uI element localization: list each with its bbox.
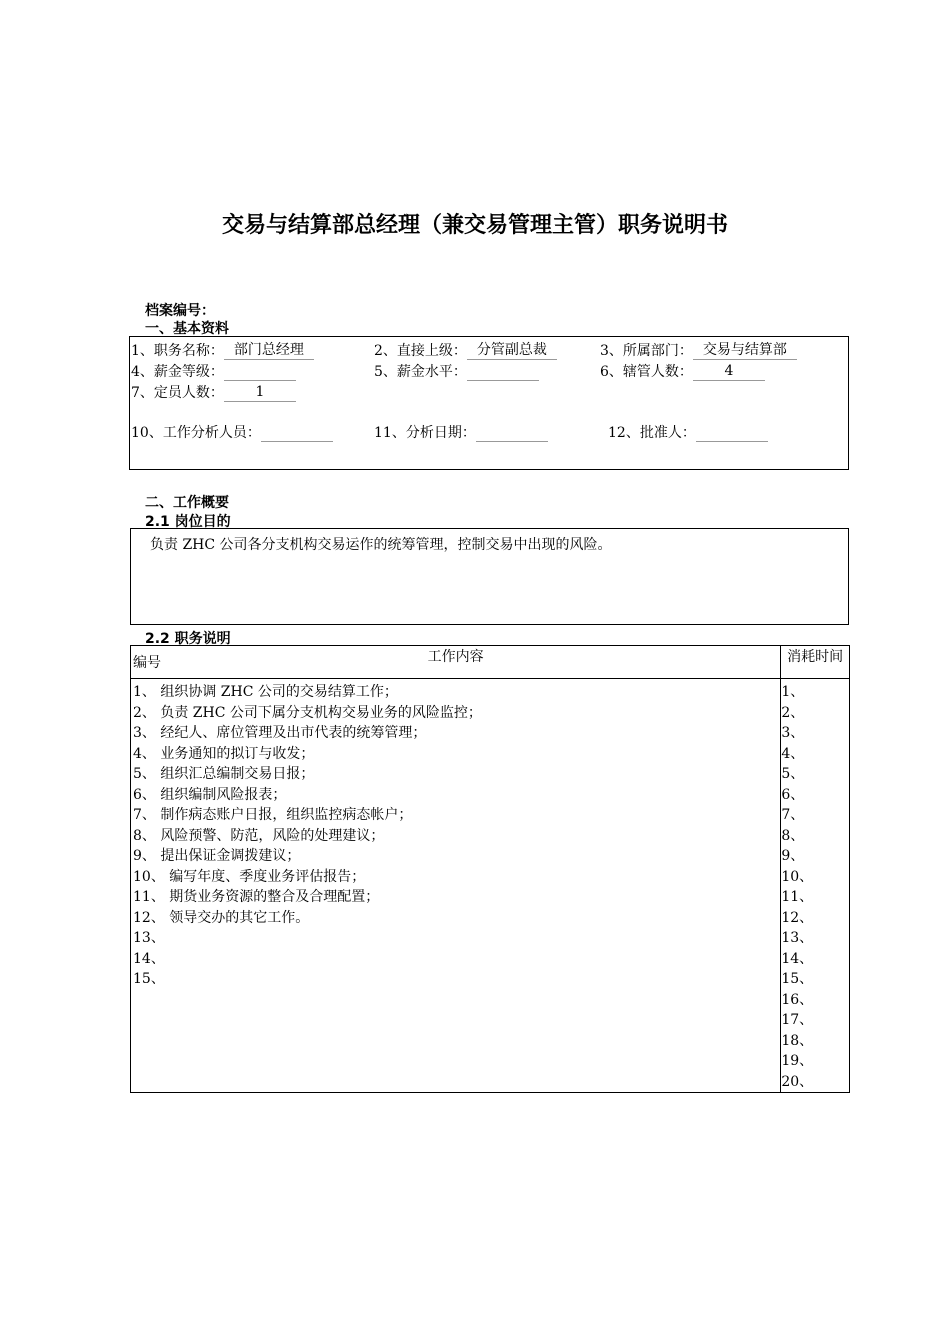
duties-body-row [131, 679, 850, 1093]
salary-level-value[interactable] [467, 362, 539, 381]
time-item: 1、 [781, 684, 805, 700]
headcount-label: 7、定员人数： [131, 385, 224, 401]
time-item: 16、 [781, 991, 814, 1008]
subordinates-label: 6、辖管人数： [600, 364, 693, 380]
time-list-cell [781, 679, 850, 1093]
duty-item: 2、 负责 ZHC 公司下属分支机构交易业务的风险监控； [133, 704, 482, 721]
time-item: 11、 [781, 889, 814, 905]
section-basic-info: 一、基本资料 [145, 321, 229, 337]
duty-item: 15、 [133, 971, 165, 987]
analysis-date-label: 11、分析日期： [374, 425, 476, 441]
time-list [781, 682, 847, 1092]
approver-label: 12、批准人： [608, 425, 696, 441]
analysis-date-value[interactable] [476, 423, 548, 442]
time-item: 12、 [781, 909, 814, 926]
direct-superior-value[interactable]: 分管副总裁 [467, 341, 557, 360]
duties-list-cell [131, 679, 781, 1093]
file-number-label: 档案编号： [145, 303, 215, 319]
duty-item: 14、 [133, 950, 165, 967]
duty-item: 4、 业务通知的拟订与收发； [133, 745, 315, 762]
analysis-date-field [374, 423, 548, 442]
time-item: 8、 [781, 827, 805, 844]
time-item: 4、 [781, 745, 805, 762]
salary-grade-field [131, 362, 296, 381]
duty-item: 10、 编写年度、季度业务评估报告； [133, 868, 366, 885]
salary-grade-value[interactable] [224, 362, 296, 381]
position-name-value[interactable]: 部门总经理 [224, 341, 314, 360]
position-name-label: 1、职务名称： [131, 343, 224, 359]
department-field [600, 341, 797, 360]
duties-header-cell [131, 646, 781, 679]
department-label: 3、所属部门： [600, 343, 693, 359]
approver-value[interactable] [696, 423, 768, 442]
duty-item: 11、 期货业务资源的整合及合理配置； [133, 889, 380, 905]
direct-superior-label: 2、直接上级： [374, 343, 467, 359]
time-item: 2、 [781, 704, 805, 721]
duty-list [133, 682, 778, 990]
analyst-value[interactable] [261, 423, 333, 442]
duty-item: 5、 组织汇总编制交易日报； [133, 766, 315, 782]
subsection-purpose: 2.1 岗位目的 [145, 514, 231, 530]
headcount-value[interactable]: 1 [224, 383, 296, 402]
salary-level-label: 5、薪金水平： [374, 364, 467, 380]
time-item: 14、 [781, 950, 814, 967]
duties-table [130, 645, 850, 1093]
time-item: 3、 [781, 725, 805, 741]
basic-info-box [129, 336, 849, 470]
time-item: 6、 [781, 786, 805, 803]
col-number-header: 编号 [133, 655, 161, 671]
section-work-summary: 二、工作概要 [145, 495, 229, 511]
time-item: 18、 [781, 1032, 814, 1049]
headcount-field [131, 383, 296, 402]
document-title: 交易与结算部总经理（兼交易管理主管）职务说明书 [221, 213, 728, 238]
time-item: 13、 [781, 930, 814, 946]
duty-item: 3、 经纪人、席位管理及出市代表的统筹管理； [133, 725, 427, 741]
duties-header-row [131, 646, 850, 679]
duty-item: 13、 [133, 930, 165, 946]
duty-item: 12、 领导交办的其它工作。 [133, 909, 310, 926]
purpose-text: 负责 ZHC 公司各分支机构交易运作的统筹管理，控制交易中出现的风险。 [150, 537, 612, 553]
time-item: 7、 [781, 807, 805, 823]
time-item: 17、 [781, 1012, 814, 1028]
duty-item: 8、 风险预警、防范，风险的处理建议； [133, 827, 385, 844]
time-item: 5、 [781, 766, 805, 782]
approver-field [608, 423, 768, 442]
subsection-duties: 2.2 职务说明 [145, 631, 231, 647]
salary-grade-label: 4、薪金等级： [131, 364, 224, 380]
subordinates-field [600, 362, 765, 381]
position-name-field [131, 341, 314, 360]
department-value[interactable]: 交易与结算部 [693, 341, 797, 360]
time-item: 10、 [781, 868, 814, 885]
time-item: 9、 [781, 848, 805, 864]
duty-item: 1、 组织协调 ZHC 公司的交易结算工作； [133, 684, 398, 700]
time-item: 19、 [781, 1053, 814, 1069]
time-item: 15、 [781, 971, 814, 987]
duty-item: 6、 组织编制风险报表； [133, 786, 287, 803]
col-time-header: 消耗时间 [781, 646, 850, 679]
time-item: 20、 [781, 1073, 814, 1090]
duty-item: 7、 制作病态账户日报，组织监控病态帐户； [133, 807, 413, 823]
analyst-label: 10、工作分析人员： [131, 425, 261, 441]
salary-level-field [374, 362, 539, 381]
analyst-field [131, 423, 333, 442]
duty-item: 9、 提出保证金调拨建议； [133, 848, 301, 864]
direct-superior-field [374, 341, 557, 360]
subordinates-value[interactable]: 4 [693, 362, 765, 381]
col-content-header: 工作内容 [427, 649, 484, 665]
